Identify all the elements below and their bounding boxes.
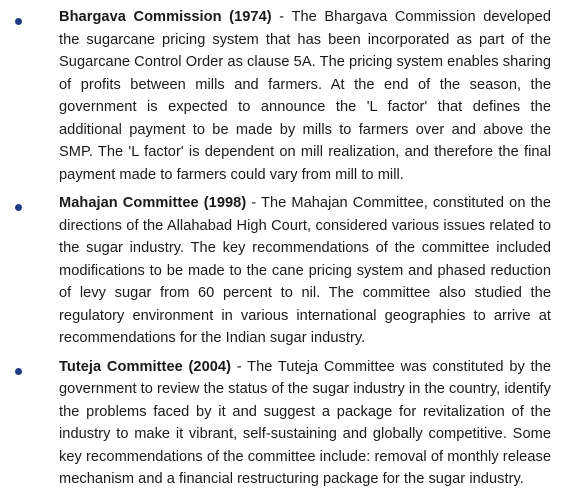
committee-description: - The Tuteja Committee was constituted by the government to review the status of the sugar industry in the country, identify the problems faced by it and suggest a package for revitalization of the industry to make it vibrant, self-sustaining and globally competitive. Some key recommendations of the committee include: removal of monthly release mechanism and a financial restructuring package for the sugar industry. [59, 358, 551, 487]
list-item-paragraph [59, 6, 551, 186]
committee-name: Mahajan Committee (1998) [59, 195, 247, 211]
committee-description: - The Mahajan Committee, constituted on the directions of the Allahabad High Court, considered various issues related to the sugar industry. The key recommendations of the committee included modifications to be made to the cane pricing system and phased reduction of levy sugar from 60 percent to nil. The committee also studied the regulatory environment in various international geographies to arrive at recommendations for the Indian sugar industry. [59, 195, 552, 346]
committee-description: - The Bhargava Commission developed the sugarcane pricing system that has been incorporated as part of the Sugarcane Control Order as clause 5A. The pricing system enables sharing of profits between mills and farmers. At the end of the season, the government is expected to announce the 'L factor' that defines the additional payment to be made by mills to farmers over and above the SMP. The 'L factor' is dependent on mill realization, and therefore the final payment made to farmers could vary from mill to mill. [59, 9, 551, 183]
list-item-tuteja [0, 356, 579, 491]
committee-name: Tuteja Committee (2004) [59, 358, 231, 375]
committee-name: Bhargava Commission (1974) [59, 9, 272, 25]
bullet-dot-icon [15, 18, 22, 25]
committee-list [0, 6, 579, 497]
list-item-paragraph [59, 356, 551, 491]
list-item-paragraph [59, 192, 551, 350]
list-item-bhargava [0, 6, 579, 186]
bullet-dot-icon [15, 204, 22, 211]
bullet-dot-icon [15, 368, 22, 375]
list-item-mahajan [0, 192, 579, 350]
